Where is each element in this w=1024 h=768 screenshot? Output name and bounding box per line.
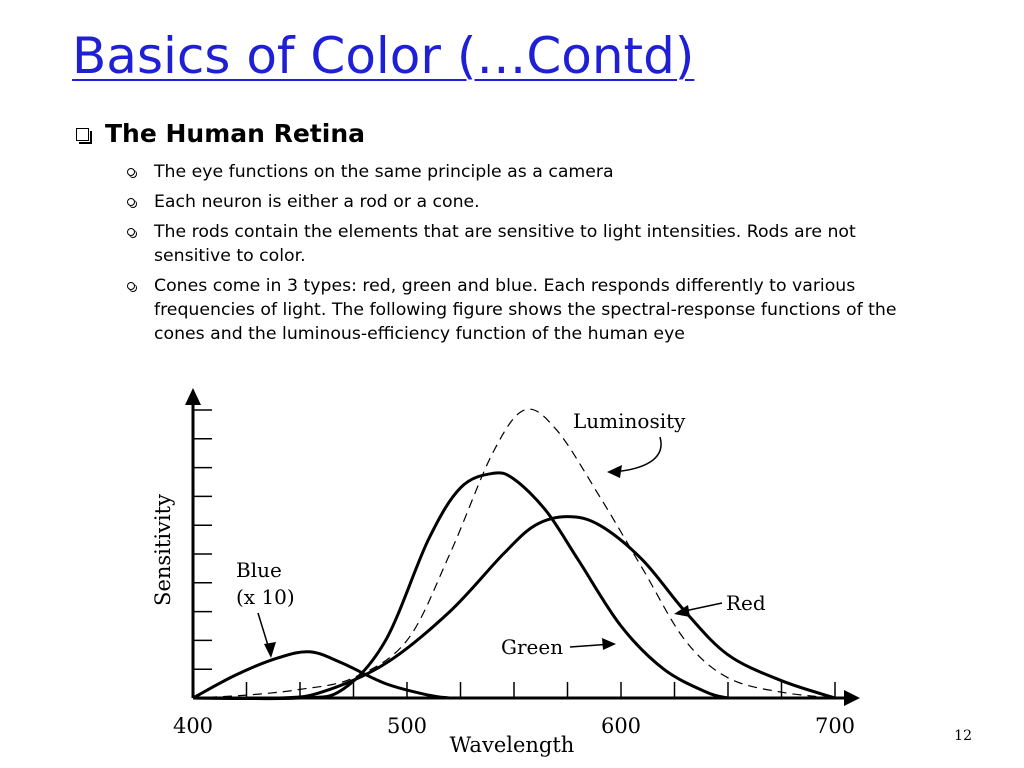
- bullet-text: The rods contain the elements that are sensitive to light intensities. Rods are not sensitive to color.: [154, 222, 856, 266]
- y-axis-label: Sensitivity: [151, 494, 175, 606]
- legend-label-luminosity: Luminosity: [573, 409, 686, 433]
- bullet-text: Cones come in 3 types: red, green and blue. Each responds differently to various frequencies of light. The following figure shows the spectral-response functions of the cones and the luminous-efficiency function of the human eye: [154, 276, 897, 344]
- chart-annotations: [236, 409, 766, 659]
- x-tick-label: 500: [386, 714, 428, 738]
- luminosity-arrow: [610, 437, 661, 472]
- x-tick-label: 400: [172, 714, 214, 738]
- luminosity-arrowhead: [607, 465, 622, 478]
- legend-label-red: Red: [726, 591, 766, 615]
- y-axis-arrowhead: [185, 388, 201, 405]
- heading-text: The Human Retina: [105, 119, 366, 148]
- page-number: 12: [954, 728, 972, 744]
- blue-arrowhead: [264, 642, 276, 658]
- x-tick-label: 700: [814, 714, 856, 738]
- green-arrowhead: [602, 638, 616, 650]
- bullet-text: Each neuron is either a rod or a cone.: [154, 192, 480, 212]
- legend-label-blue: Blue (x 10): [236, 558, 295, 609]
- x-tick-label: 600: [600, 714, 642, 738]
- bullet-text: The eye functions on the same principle as a camera: [154, 162, 614, 182]
- slide-title: Basics of Color (…Contd): [72, 27, 695, 85]
- legend-label-green: Green: [501, 635, 564, 659]
- x-axis-label: Wavelength: [449, 733, 575, 757]
- x-axis-arrowhead: [844, 690, 860, 706]
